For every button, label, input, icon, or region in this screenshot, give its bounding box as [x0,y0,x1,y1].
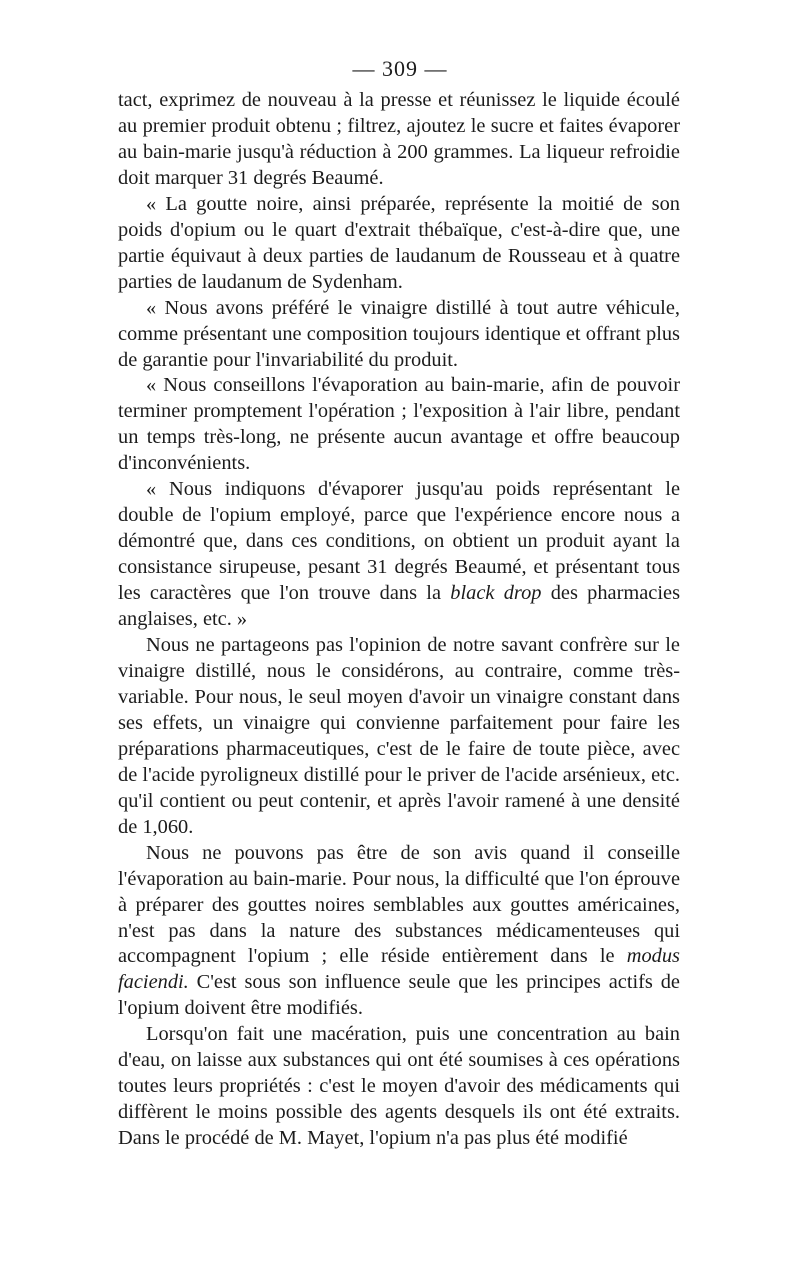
italic-term-modus-faciendi: modus faciendi. [118,945,680,994]
page-number: — 309 — [352,56,448,81]
paragraph-avis [118,841,680,1023]
paragraph-maceration: Lorsqu'on fait une macération, puis une concentration au bain d'eau, on laisse aux substances qui ont été soumises à ces opérations toutes leurs propriétés : c'est le moyen d'avoir des médicaments qui diffèrent le moins possible des agents desquels ils ont été extraits. Dans le procédé de M. Mayet, l'opium n'a pas plus été modifié [118,1023,680,1150]
text-segment: C'est sous son influence seule que les principes actifs de l'opium doivent être modifiés. [118,971,680,1020]
paragraph-evaporation: « Nous conseillons l'évaporation au bain-marie, afin de pouvoir terminer promptement l'opération ; l'exposition à l'air libre, pendant un temps très-long, ne présente aucun avantage et offre beaucoup d'inconvénients. [118,374,680,475]
text-segment: « Nous indiquons d'évaporer jusqu'au poids représentant le double de l'opium employé, parce que l'expérience encore nous a démontré que, dans ces conditions, on obtient un produit ayant la consistance sirupeuse, pesant 31 degrés Beaumé, et présentant tous les caractères que l'on trouve dans la [118,478,680,605]
paragraph-vinaigre: « Nous avons préféré le vinaigre distillé à tout autre véhicule, comme présentant une composition toujours identique et offrant plus de garantie pour l'invariabilité du produit. [118,296,680,371]
text-segment: des pharmacies anglaises, etc. » [118,582,681,631]
paragraph-opinion: Nous ne partageons pas l'opinion de notre savant confrère sur le vinaigre distillé, nous le considérons, au contraire, comme très-variable. Pour nous, le seul moyen d'avoir un vinaigre constant dans ses effets, un vinaigre qui convienne parfaitement pour faire les préparations pharmaceutiques, c'est de le faire de toute pièce, avec de l'acide pyroligneux distillé pour le priver de l'acide arsénieux, etc. qu'il contient ou peut contenir, et après l'avoir ramené à une densité de 1,060. [118,634,680,838]
paragraph-poids [118,477,680,633]
italic-term-black-drop: black drop [450,582,542,605]
paragraph-goutte-noire: « La goutte noire, ainsi préparée, représente la moitié de son poids d'opium ou le quart d'extrait thébaïque, c'est-à-dire que, une partie équivaut à deux parties de laudanum de Rousseau et à quatre parties de laudanum de Sydenham. [118,192,680,293]
page-body [118,88,680,1152]
paragraph-continuation: tact, exprimez de nouveau à la presse et réunissez le liquide écoulé au premier produit obtenu ; filtrez, ajoutez le sucre et faites évaporer au bain-marie jusqu'à réduction à 200 grammes. La liqueur refroidie doit marquer 31 degrés Beaumé. [118,89,680,189]
text-segment: Nous ne pouvons pas être de son avis quand il conseille l'évaporation au bain-marie. Pour nous, la difficulté que l'on éprouve à préparer des gouttes noires semblables aux gouttes américaines, n'est pas dans la nature des substances médicamenteuses qui accompagnent l'opium ; elle réside entièrement dans le [118,841,680,968]
